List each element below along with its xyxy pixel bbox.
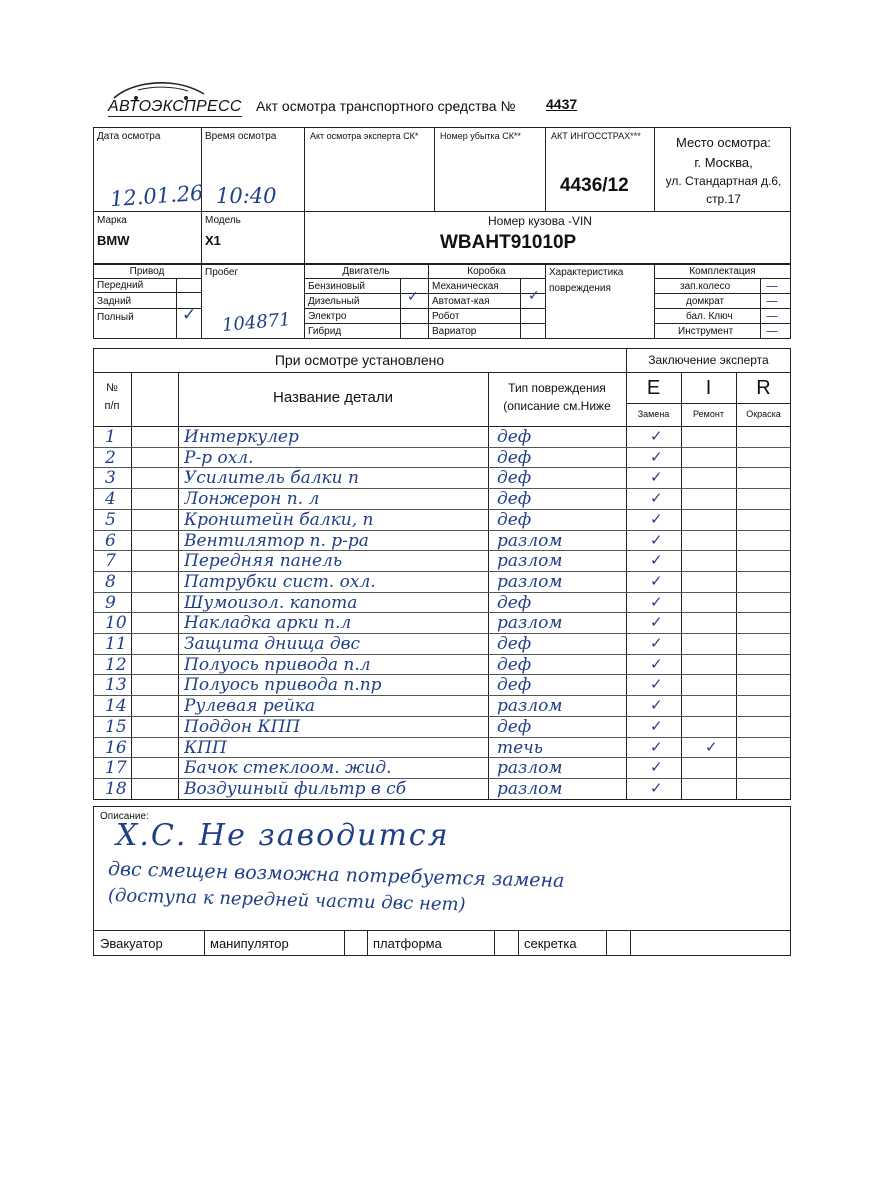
equipment-tools-mark: — xyxy=(766,324,778,338)
gearbox-auto: Автомат-кая xyxy=(432,296,490,307)
description-line-2: двс смещен возможна потребуется замена xyxy=(107,858,565,892)
col-replace: Замена xyxy=(637,409,670,419)
place-street: ул. Стандартная д.6, xyxy=(665,174,782,188)
time-label: Время осмотра xyxy=(205,131,277,142)
row-number: 11 xyxy=(105,634,127,654)
row-number: 16 xyxy=(105,737,127,758)
vin-value: WBAHT91010P xyxy=(440,232,577,253)
engine-electric: Электро xyxy=(308,311,347,322)
logo xyxy=(108,78,242,118)
row-damage-type: разлом xyxy=(497,696,563,717)
row-part-name: Шумоизол. капота xyxy=(184,592,358,613)
place-building: стр.17 xyxy=(706,192,741,206)
row-damage-type: деф xyxy=(497,592,532,613)
drive-front: Передний xyxy=(97,280,144,291)
row-number: 9 xyxy=(105,592,116,613)
model-label: Модель xyxy=(205,215,241,226)
transport-manipulator: манипулятор xyxy=(210,936,289,951)
row-replace-mark: ✓ xyxy=(650,447,663,466)
row-part-name: Защита днища двс xyxy=(184,634,361,654)
row-damage-type: разлом xyxy=(497,778,563,799)
row-replace-mark: ✓ xyxy=(650,571,663,590)
row-replace-mark: ✓ xyxy=(650,613,663,632)
row-replace-mark: ✓ xyxy=(650,489,663,508)
col-repair: Ремонт xyxy=(693,409,724,419)
row-damage-type: течь xyxy=(497,737,544,758)
row-replace-mark: ✓ xyxy=(650,654,663,673)
row-replace-mark: ✓ xyxy=(650,696,663,715)
row-damage-type: деф xyxy=(497,634,532,654)
row-part-name: Поддон КПП xyxy=(184,716,301,737)
loss-number-label: Номер убытка СК** xyxy=(440,131,521,141)
transport-platform: платформа xyxy=(373,936,442,951)
row-number: 18 xyxy=(105,778,127,799)
place-label: Место осмотра: xyxy=(676,135,771,150)
row-part-name: Кронштейн балки, п xyxy=(184,509,374,530)
time-value: 10:40 xyxy=(216,184,277,208)
drive-all-check: ✓ xyxy=(182,305,197,325)
act-number: 4437 xyxy=(546,96,578,112)
document-title: Акт осмотра транспортного средства № xyxy=(256,98,516,114)
row-part-name: Полуось привода п.пр xyxy=(184,675,382,696)
row-damage-type: деф xyxy=(497,447,532,468)
row-number: 13 xyxy=(105,675,127,696)
car-logo-icon xyxy=(108,78,208,100)
row-part-name: Усилитель балки п xyxy=(184,468,359,489)
row-replace-mark: ✓ xyxy=(650,634,663,652)
col-letter-e: E xyxy=(646,377,661,399)
transport-secret-lock: секретка xyxy=(524,936,577,951)
equipment-spare-wheel: зап.колесо xyxy=(680,281,731,292)
ingos-act-value: 4436/12 xyxy=(560,175,629,196)
gearbox-robot: Робот xyxy=(432,311,460,322)
row-damage-type: деф xyxy=(497,489,532,510)
row-replace-mark: ✓ xyxy=(650,592,663,611)
row-number: 8 xyxy=(105,571,116,592)
row-number: 17 xyxy=(105,758,127,779)
equipment-jack: домкрат xyxy=(686,296,725,307)
engine-diesel-check: ✓ xyxy=(407,289,419,305)
row-damage-type: разлом xyxy=(497,551,563,572)
row-part-name: Воздушный фильтр в сб xyxy=(184,778,407,799)
col-part-name: Название детали xyxy=(273,389,393,406)
drive-rear: Задний xyxy=(97,296,132,307)
engine-hybrid: Гибрид xyxy=(308,326,342,337)
equipment-wheel-key: бал. Ключ xyxy=(686,311,733,322)
row-part-name: Интеркулер xyxy=(184,427,299,447)
row-replace-mark: ✓ xyxy=(650,758,663,777)
row-repair-mark: ✓ xyxy=(705,737,718,756)
mileage-value: 104871 xyxy=(221,309,292,336)
vin-label: Номер кузова -VIN xyxy=(488,214,592,228)
brand-label: Марка xyxy=(97,215,127,226)
row-number: 1 xyxy=(105,427,116,447)
row-part-name: Передняя панель xyxy=(184,551,343,572)
row-number: 7 xyxy=(105,551,116,572)
row-part-name: КПП xyxy=(184,737,227,758)
row-damage-type: деф xyxy=(497,654,532,675)
gearbox-manual: Механическая xyxy=(432,281,499,292)
description-label: Описание: xyxy=(100,811,149,822)
col-letter-i: I xyxy=(705,377,712,399)
drive-header: Привод xyxy=(93,266,201,279)
model-value: X1 xyxy=(205,233,221,248)
col-number: № xyxy=(106,382,118,394)
date-label: Дата осмотра xyxy=(97,131,161,142)
row-replace-mark: ✓ xyxy=(650,427,663,445)
gearbox-header: Коробка xyxy=(428,266,545,279)
engine-header: Двигатель xyxy=(304,266,428,279)
row-number: 15 xyxy=(105,716,127,737)
row-part-name: Бачок стеклоом. жид. xyxy=(184,758,392,779)
row-number: 2 xyxy=(105,447,116,468)
logo-text: АВТОЭКСПРЕСС xyxy=(108,98,242,115)
row-number: 4 xyxy=(105,489,116,510)
row-damage-type: деф xyxy=(497,468,532,489)
row-number: 3 xyxy=(105,468,116,489)
col-damage-type: Тип повреждения xyxy=(508,381,606,395)
row-damage-type: деф xyxy=(497,427,532,447)
row-number: 12 xyxy=(105,654,127,675)
row-damage-type: разлом xyxy=(497,530,563,551)
row-replace-mark: ✓ xyxy=(650,509,663,528)
place-city: г. Москва, xyxy=(694,155,753,170)
col-letter-r: R xyxy=(756,377,771,399)
row-number: 10 xyxy=(105,613,127,634)
row-number: 14 xyxy=(105,696,127,717)
mileage-label: Пробег xyxy=(205,267,239,278)
row-replace-mark: ✓ xyxy=(650,778,663,797)
damage-char-line1: Характеристика xyxy=(549,267,624,278)
date-value: 12.01.26 xyxy=(109,180,205,212)
row-part-name: Лонжерон п. л xyxy=(184,489,320,510)
row-part-name: Полуось привода п.л xyxy=(184,654,371,675)
engine-petrol: Бензиновый xyxy=(308,281,365,292)
gearbox-cvt: Вариатор xyxy=(432,326,477,337)
damage-char-line2: повреждения xyxy=(549,283,611,294)
equipment-tools: Инструмент xyxy=(678,326,734,337)
row-damage-type: деф xyxy=(497,716,532,737)
row-replace-mark: ✓ xyxy=(650,716,663,735)
row-number: 5 xyxy=(105,509,116,530)
row-damage-type: деф xyxy=(497,675,532,696)
gearbox-auto-check: ✓ xyxy=(528,288,540,304)
row-damage-type: деф xyxy=(497,509,532,530)
equipment-spare-wheel-mark: — xyxy=(766,279,778,293)
col-number-2: п/п xyxy=(104,400,120,412)
inspection-title: При осмотре установлено xyxy=(274,352,445,368)
row-replace-mark: ✓ xyxy=(650,530,663,549)
description-line-1: Х.С. Не заводится xyxy=(116,818,450,853)
row-damage-type: разлом xyxy=(497,571,563,592)
row-damage-type: разлом xyxy=(497,613,563,634)
expert-act-label: Акт осмотра эксперта СК* xyxy=(310,131,419,141)
row-replace-mark: ✓ xyxy=(650,468,663,487)
description-line-3: (доступа к передней части двс нет) xyxy=(107,885,466,916)
row-part-name: Накладка арки п.л xyxy=(184,613,352,634)
row-part-name: Р-р охл. xyxy=(184,447,254,468)
equipment-header: Комплектация xyxy=(654,266,791,279)
engine-diesel: Дизельный xyxy=(308,296,360,307)
row-part-name: Рулевая рейка xyxy=(184,696,316,717)
col-paint: Окраска xyxy=(746,409,781,419)
drive-all: Полный xyxy=(97,312,134,323)
ingos-act-label: АКТ ИНГОССТРАХ*** xyxy=(551,131,641,141)
row-replace-mark: ✓ xyxy=(650,737,663,756)
expert-conclusion-title: Заключение эксперта xyxy=(648,353,769,367)
equipment-jack-mark: — xyxy=(766,294,778,308)
col-damage-type-2: (описание см.Ниже xyxy=(503,399,611,413)
brand-value: BMW xyxy=(97,233,130,248)
row-replace-mark: ✓ xyxy=(650,675,663,694)
transport-tow-truck: Эвакуатор xyxy=(100,936,163,951)
row-number: 6 xyxy=(105,530,116,551)
equipment-wheel-key-mark: — xyxy=(766,309,778,323)
row-replace-mark: ✓ xyxy=(650,551,663,570)
row-part-name: Вентилятор п. р-ра xyxy=(184,530,369,551)
row-damage-type: разлом xyxy=(497,758,563,779)
row-part-name: Патрубки сист. охл. xyxy=(184,571,376,592)
